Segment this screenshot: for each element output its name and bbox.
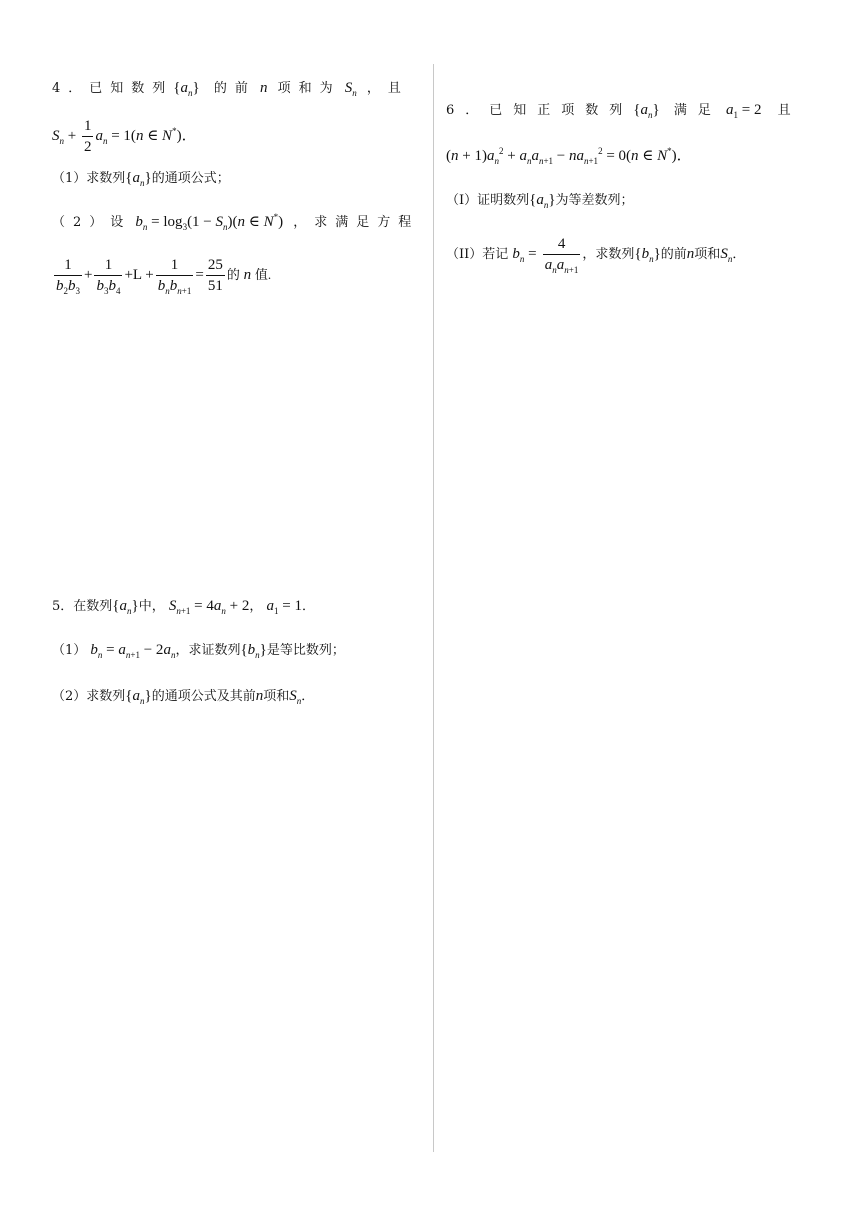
problem-4-part-1: （1）求数列$\{a_n\}$的通项公式； <box>52 170 230 188</box>
problem-4-equation: $\frac{1}{b_2b_3}$ + $\frac{1}{b_3b_4}$ +L + $\frac{1}{b_nb_{n+1}}$ = $\frac{25}{51}$ 的 n 值. <box>56 257 272 296</box>
problem-4-line-1: 4．已知数列$\{a_n\}$ 的前 n 项和为 $S_n$ ，且 <box>52 80 409 98</box>
problem-4-condition: $S_n$ + $\frac{1}{2}$ $a_n = 1(n$ ∈ N*)． <box>52 118 197 155</box>
column-divider <box>433 64 434 1152</box>
problem-5-line-1: 5．在数列$\{a_n\}$中， $S_{n+1} = 4a_n + 2$， $a_1 = 1$． <box>52 598 315 616</box>
problem-5-part-2: （2）求数列$\{a_n\}$的通项公式及其前n项和$S_n$． <box>52 688 315 706</box>
problem-6-line-1: 6．已知正项数列$\{a_n\}$ 满足 $a_1 = 2$ 且 <box>446 102 791 120</box>
problem-6-part-2: （II）若记 $b_n$ = $\frac{4}{a_na_{n+1}}$ ，求数列$\{b_n\}$的前n项和$S_n$． <box>446 236 746 275</box>
problem-6-part-1: （I）证明数列$\{a_n\}$为等差数列； <box>446 192 634 210</box>
problem-4-part-2: （2）设 $b_n = \log_3(1 - S_n)(n$ ∈ N*) ，求满足方程 <box>52 212 420 232</box>
problem-5-part-1: （1） $b_n = a_{n+1} - 2a_n$，求证数列$\{b_n\}$是等比数列； <box>52 642 345 660</box>
problem-6-condition: $(n + 1)a_n^2 + a_na_{n+1} - na_{n+1}^2 = 0(n$ ∈ N*)． <box>446 146 692 166</box>
